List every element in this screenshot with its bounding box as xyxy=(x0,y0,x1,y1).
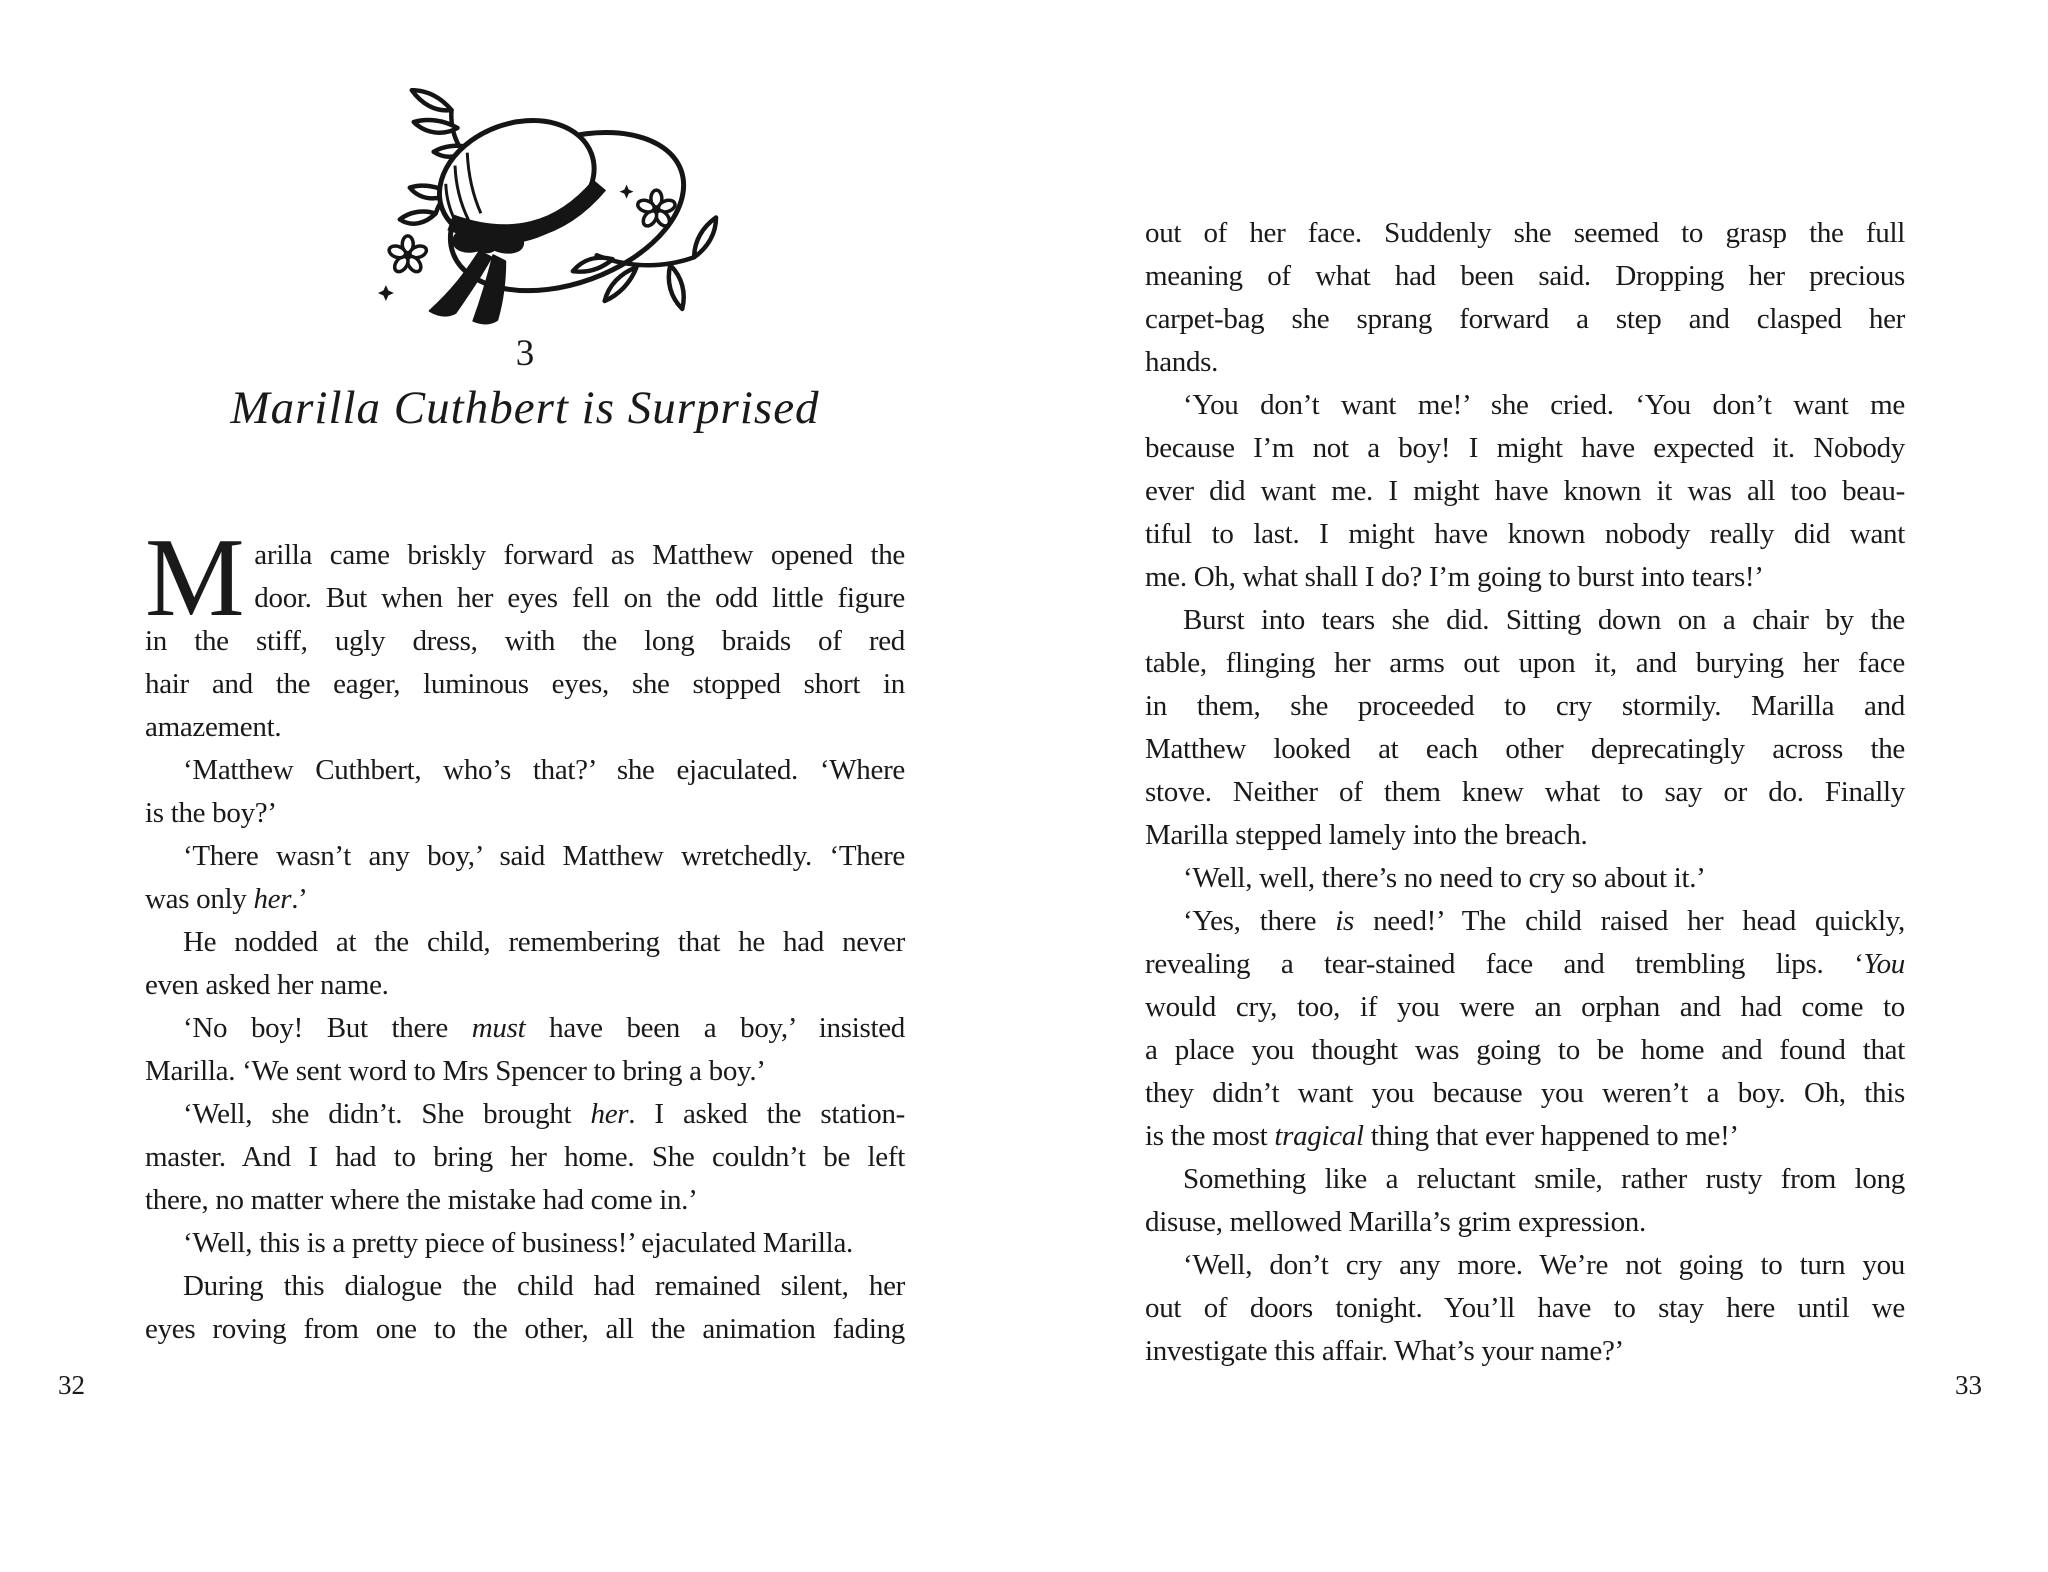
text-line xyxy=(1145,728,1905,771)
text-segment: ‘Well, don’t cry any more. We’re not going to turn you xyxy=(1183,1249,1905,1281)
paragraph xyxy=(145,1093,905,1222)
text-line xyxy=(1145,255,1905,298)
text-line xyxy=(1145,685,1905,728)
text-segment: a place you thought was going to be home and found that xyxy=(1145,1034,1905,1066)
right-page-text-block xyxy=(1145,212,1905,1373)
drop-cap-letter: M xyxy=(145,516,245,640)
text-line xyxy=(145,921,905,964)
text-segment: would cry, too, if you were an orphan and had come to xyxy=(1145,991,1905,1023)
italic-text: her xyxy=(253,883,292,915)
text-line xyxy=(1145,427,1905,470)
text-line xyxy=(145,1136,905,1179)
straw-hat-with-flowers-icon xyxy=(366,88,724,332)
text-line xyxy=(1145,599,1905,642)
text-line xyxy=(145,1179,905,1222)
text-line xyxy=(145,534,905,577)
text-segment: ever did want me. I might have known it was all too beau- xyxy=(1145,475,1905,507)
text-line xyxy=(145,1222,905,1265)
paragraph xyxy=(1145,1244,1905,1373)
text-segment: there, no matter where the mistake had come in.’ xyxy=(145,1184,698,1216)
hat-illustration xyxy=(366,88,724,332)
paragraph xyxy=(1145,1158,1905,1244)
text-line xyxy=(1145,1072,1905,1115)
italic-text: her xyxy=(590,1098,629,1130)
paragraph xyxy=(145,921,905,1007)
text-line xyxy=(145,577,905,620)
text-line xyxy=(145,663,905,706)
text-segment: investigate this affair. What’s your name?’ xyxy=(1145,1335,1624,1367)
text-segment: in them, she proceeded to cry stormily. Marilla and xyxy=(1145,690,1905,722)
text-line xyxy=(145,1007,905,1050)
text-segment: was only xyxy=(145,883,254,915)
text-line xyxy=(1145,1330,1905,1373)
italic-text: is xyxy=(1335,905,1355,937)
text-line xyxy=(1145,470,1905,513)
paragraph xyxy=(1145,857,1905,900)
text-line xyxy=(1145,943,1905,986)
italic-text: must xyxy=(471,1012,526,1044)
text-line xyxy=(1145,1244,1905,1287)
text-segment: tiful to last. I might have known nobody really did want xyxy=(1145,518,1905,550)
text-line xyxy=(1145,1287,1905,1330)
text-line xyxy=(145,792,905,835)
page-number-left: 32 xyxy=(58,1370,85,1400)
text-line xyxy=(1145,556,1905,599)
text-segment: He nodded at the child, remembering that he had never xyxy=(183,926,905,958)
text-segment: stove. Neither of them knew what to say or do. Finally xyxy=(1145,776,1905,808)
text-line xyxy=(1145,1158,1905,1201)
italic-text: You xyxy=(1863,948,1905,980)
paragraph xyxy=(145,1265,905,1351)
text-segment: out of her face. Suddenly she seemed to grasp the full xyxy=(1145,217,1905,249)
text-segment: ‘Yes, there xyxy=(1183,905,1336,937)
text-segment: is the boy?’ xyxy=(145,797,277,829)
text-segment: they didn’t want you because you weren’t a boy. Oh, this xyxy=(1145,1077,1905,1109)
text-segment: Something like a reluctant smile, rather rusty from long xyxy=(1183,1163,1905,1195)
text-segment: have been a boy,’ insisted xyxy=(525,1012,905,1044)
text-segment: carpet-bag she sprang forward a step and clasped her xyxy=(1145,303,1905,335)
text-line xyxy=(1145,857,1905,900)
text-segment: in the stiff, ugly dress, with the long braids of red xyxy=(145,625,905,657)
text-line xyxy=(1145,384,1905,427)
text-segment: eyes roving from one to the other, all the animation fading xyxy=(145,1313,905,1345)
text-line xyxy=(1145,1029,1905,1072)
text-line xyxy=(145,1308,905,1351)
paragraph xyxy=(1145,599,1905,857)
paragraph xyxy=(1145,384,1905,599)
text-line xyxy=(1145,513,1905,556)
paragraph xyxy=(145,1007,905,1093)
text-segment: meaning of what had been said. Dropping her precious xyxy=(1145,260,1905,292)
text-line xyxy=(1145,1115,1905,1158)
text-segment: out of doors tonight. You’ll have to stay here until we xyxy=(1145,1292,1905,1324)
paragraph xyxy=(145,516,905,749)
paragraph xyxy=(1145,900,1905,1158)
chapter-title: Marilla Cuthbert is Surprised xyxy=(230,382,820,434)
text-line xyxy=(1145,341,1905,384)
text-line xyxy=(145,1265,905,1308)
text-segment: door. But when her eyes fell on the odd little figure xyxy=(254,582,905,614)
text-line xyxy=(1145,298,1905,341)
text-segment: ‘No boy! But there xyxy=(183,1012,472,1044)
text-segment: master. And I had to bring her home. She couldn’t be left xyxy=(145,1141,905,1173)
text-segment: During this dialogue the child had remained silent, her xyxy=(183,1270,905,1302)
italic-text: tragical xyxy=(1274,1120,1364,1152)
text-segment: ‘Well, well, there’s no need to cry so about it.’ xyxy=(1183,862,1706,894)
text-line xyxy=(145,749,905,792)
text-line xyxy=(1145,814,1905,857)
text-segment: hair and the eager, luminous eyes, she stopped short in xyxy=(145,668,905,700)
text-line xyxy=(1145,1201,1905,1244)
text-segment: arilla came briskly forward as Matthew opened the xyxy=(254,539,905,571)
text-line xyxy=(1145,642,1905,685)
text-segment: ‘You don’t want me!’ she cried. ‘You don’t want me xyxy=(1183,389,1905,421)
text-segment: amazement. xyxy=(145,711,282,743)
text-line xyxy=(145,878,905,921)
text-segment: is the most xyxy=(1145,1120,1275,1152)
text-segment: table, flinging her arms out upon it, and burying her face xyxy=(1145,647,1905,679)
text-segment: Marilla stepped lamely into the breach. xyxy=(1145,819,1588,851)
paragraph xyxy=(1145,212,1905,384)
text-segment: hands. xyxy=(1145,346,1219,378)
text-segment: me. Oh, what shall I do? I’m going to burst into tears!’ xyxy=(1145,561,1764,593)
paragraph xyxy=(145,749,905,835)
text-segment: revealing a tear-stained face and trembling lips. ‘ xyxy=(1145,948,1864,980)
page-number-right: 33 xyxy=(1955,1370,1982,1400)
text-line xyxy=(1145,986,1905,1029)
text-segment: .’ xyxy=(291,883,308,915)
text-line xyxy=(1145,900,1905,943)
text-segment: ‘Well, this is a pretty piece of business!’ ejaculated Marilla. xyxy=(183,1227,853,1259)
left-page-text-block xyxy=(145,516,905,1351)
text-segment: ‘Well, she didn’t. She brought xyxy=(183,1098,591,1130)
text-segment: . I asked the station- xyxy=(628,1098,905,1130)
text-line xyxy=(145,706,905,749)
text-line xyxy=(145,964,905,1007)
text-segment: thing that ever happened to me!’ xyxy=(1363,1120,1739,1152)
text-line xyxy=(145,835,905,878)
text-line xyxy=(1145,212,1905,255)
text-line xyxy=(145,1093,905,1136)
text-line xyxy=(145,1050,905,1093)
chapter-number: 3 xyxy=(515,333,535,374)
text-segment: Burst into tears she did. Sitting down on a chair by the xyxy=(1183,604,1905,636)
text-segment: need!’ The child raised her head quickly, xyxy=(1354,905,1905,937)
text-segment: Matthew looked at each other deprecatingly across the xyxy=(1145,733,1905,765)
paragraph xyxy=(145,835,905,921)
text-segment: Marilla. ‘We sent word to Mrs Spencer to bring a boy.’ xyxy=(145,1055,766,1087)
paragraph xyxy=(145,1222,905,1265)
text-line xyxy=(1145,771,1905,814)
text-segment: ‘Matthew Cuthbert, who’s that?’ she ejaculated. ‘Where xyxy=(183,754,905,786)
text-segment: ‘There wasn’t any boy,’ said Matthew wretchedly. ‘There xyxy=(183,840,905,872)
text-segment: disuse, mellowed Marilla’s grim expression. xyxy=(1145,1206,1646,1238)
text-segment: because I’m not a boy! I might have expected it. Nobody xyxy=(1145,432,1905,464)
text-line xyxy=(145,620,905,663)
text-segment: even asked her name. xyxy=(145,969,389,1001)
